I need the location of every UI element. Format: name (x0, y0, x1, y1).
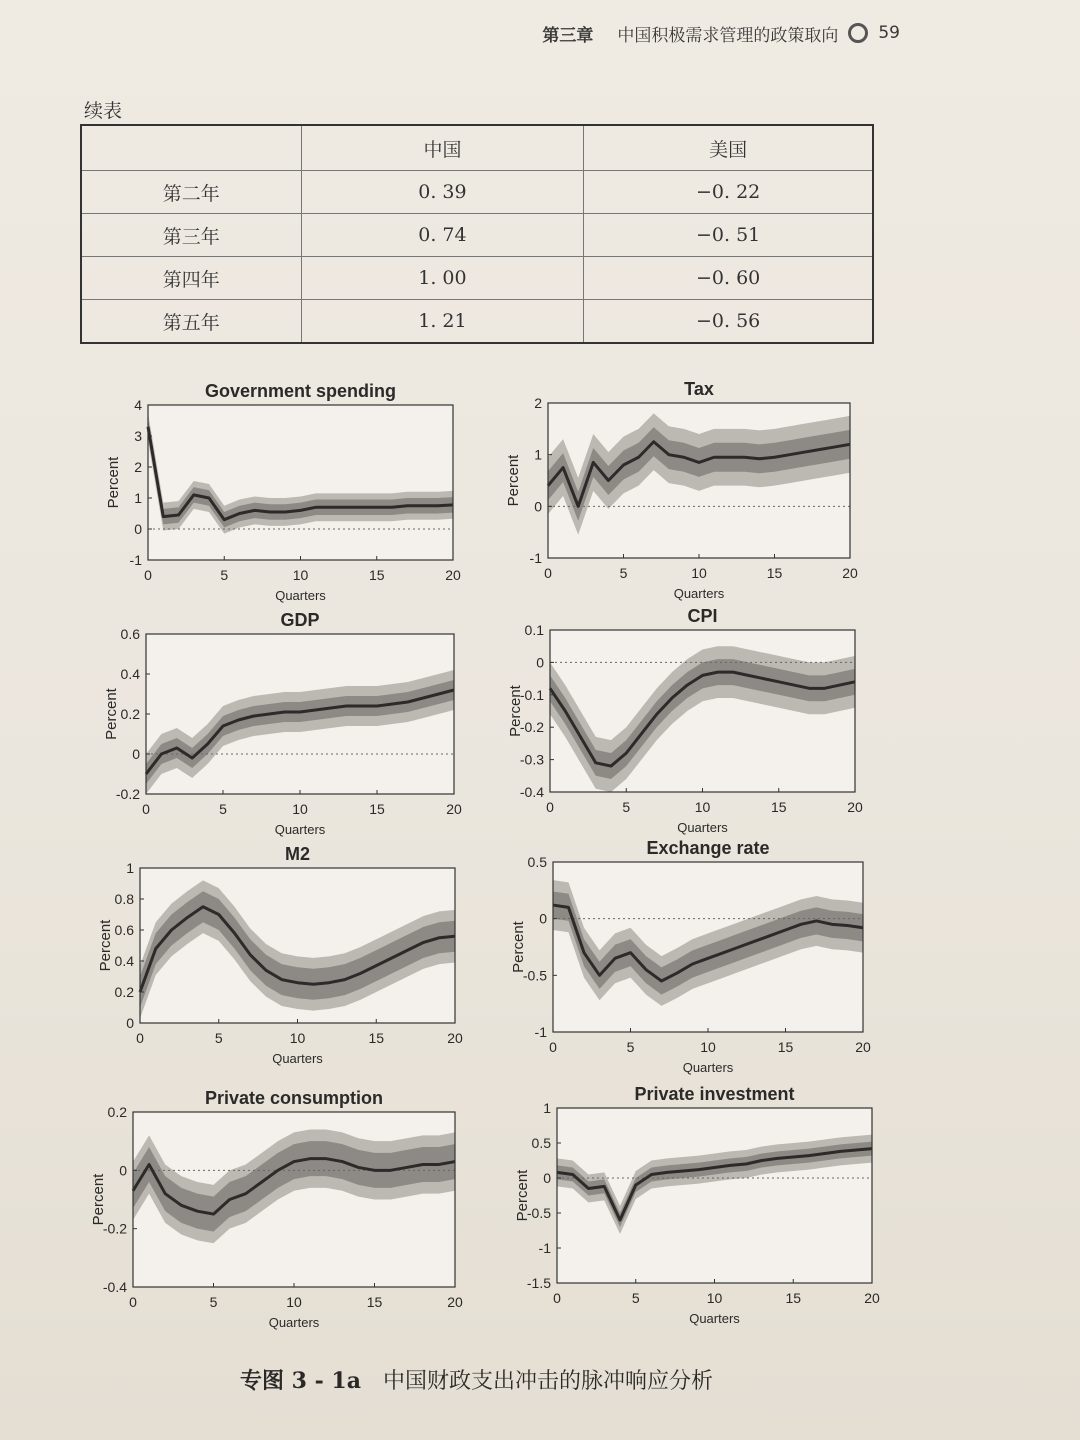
x-axis-label: Quarters (689, 1311, 740, 1326)
y-tick-label: 0 (536, 654, 544, 671)
table-continued-label: 续表 (84, 100, 123, 122)
y-tick-label: 0 (119, 1162, 127, 1179)
x-tick-label: 20 (842, 565, 858, 581)
table-cell: −0. 56 (584, 300, 873, 344)
y-tick-label: 0.6 (114, 922, 134, 938)
y-tick-label: 2 (534, 395, 542, 411)
chart-panel (510, 838, 871, 1075)
x-tick-label: 0 (144, 567, 152, 583)
x-axis-label: Quarters (275, 588, 326, 603)
figure-caption (240, 1364, 713, 1395)
table-cell: 0. 74 (301, 214, 584, 257)
table-row-label: 第二年 (81, 171, 301, 214)
table-row-label: 第五年 (81, 300, 301, 344)
y-tick-label: 0.5 (527, 854, 547, 870)
x-tick-label: 5 (626, 1039, 635, 1055)
x-tick-label: 20 (446, 801, 462, 817)
y-tick-label: -1 (534, 1024, 547, 1040)
x-tick-label: 0 (129, 1294, 137, 1310)
y-axis-label: Percent (105, 456, 122, 509)
y-tick-label: 3 (134, 428, 142, 444)
chart-panel (505, 379, 858, 601)
y-tick-label: -1 (129, 552, 142, 568)
x-axis-label: Quarters (682, 1060, 734, 1075)
x-tick-label: 20 (855, 1039, 871, 1055)
x-tick-label: 0 (544, 565, 552, 581)
y-tick-label: -0.2 (115, 786, 140, 802)
x-tick-label: 15 (770, 799, 787, 815)
x-tick-label: 5 (209, 1294, 218, 1310)
x-tick-label: 20 (445, 567, 461, 583)
x-tick-label: 10 (700, 1039, 716, 1055)
y-tick-label: 1 (543, 1100, 551, 1116)
chart-title: M2 (284, 844, 311, 864)
y-tick-label: -0.4 (102, 1279, 127, 1295)
y-axis-label: Percent (514, 1169, 531, 1222)
y-tick-label: -1.5 (526, 1275, 551, 1291)
y-tick-label: 0.2 (120, 706, 140, 722)
x-axis-label: Quarters (268, 1315, 320, 1330)
chapter-label: 第三章 (542, 25, 594, 46)
y-tick-label: 0 (126, 1015, 134, 1031)
y-axis-label: Percent (90, 1173, 107, 1226)
x-axis-label: Quarters (274, 822, 326, 837)
y-tick-label: 0 (539, 910, 547, 927)
x-tick-label: 20 (864, 1290, 880, 1306)
y-tick-label: 0.4 (120, 666, 140, 682)
chart-panel (97, 844, 463, 1066)
x-axis-label: Quarters (272, 1051, 323, 1066)
chapter-title: 中国积极需求管理的政策取向 (617, 25, 839, 46)
y-tick-label: 1 (134, 490, 142, 506)
y-tick-label: 0 (534, 498, 542, 515)
y-tick-label: 4 (134, 397, 142, 413)
y-tick-label: 0.1 (524, 622, 544, 638)
y-axis-label: Percent (505, 454, 522, 507)
table-cell: 1. 21 (301, 300, 584, 344)
y-axis-label: Percent (97, 919, 114, 972)
chart-title: Private investment (634, 1084, 795, 1104)
x-tick-label: 10 (691, 565, 707, 581)
y-axis-label: Percent (507, 685, 524, 737)
x-tick-label: 0 (546, 799, 554, 815)
x-tick-label: 5 (219, 801, 227, 817)
y-tick-label: 0.6 (120, 626, 140, 642)
x-tick-label: 20 (447, 1294, 463, 1310)
y-axis-label: Percent (103, 688, 120, 740)
table-cell: −0. 60 (584, 257, 873, 300)
x-tick-label: 0 (549, 1039, 557, 1055)
y-tick-label: 0.8 (114, 891, 134, 907)
x-tick-label: 10 (286, 1294, 302, 1310)
y-tick-label: 1 (534, 446, 542, 463)
page-number: 59 (878, 23, 900, 43)
chart-title: Private consumption (204, 1088, 384, 1108)
y-tick-label: -0.5 (522, 967, 547, 984)
table-header-cell: 中国 (301, 125, 584, 171)
chart-title: Tax (684, 379, 714, 399)
y-axis-label: Percent (510, 921, 527, 973)
y-tick-label: -0.1 (519, 686, 544, 703)
y-tick-label: -1 (538, 1240, 551, 1256)
x-tick-label: 20 (847, 799, 863, 815)
y-tick-label: -0.2 (102, 1220, 127, 1237)
chart-title: CPI (687, 606, 718, 626)
x-tick-label: 10 (292, 801, 308, 817)
table-header-cell: 美国 (584, 125, 873, 171)
y-tick-label: 2 (134, 459, 142, 475)
x-tick-label: 15 (368, 1030, 385, 1046)
x-tick-label: 10 (694, 799, 711, 815)
x-tick-label: 10 (289, 1030, 306, 1046)
x-tick-label: 0 (142, 801, 150, 817)
y-tick-label: 0 (132, 746, 140, 762)
x-tick-label: 5 (220, 567, 229, 583)
x-tick-label: 10 (706, 1290, 723, 1306)
chart-title: Exchange rate (646, 838, 770, 858)
x-tick-label: 15 (766, 565, 783, 581)
x-tick-label: 5 (622, 799, 631, 815)
x-tick-label: 15 (369, 801, 385, 817)
chart-panel (507, 606, 863, 835)
x-tick-label: 15 (777, 1039, 794, 1055)
x-tick-label: 15 (368, 567, 385, 583)
y-tick-label: 0.2 (114, 984, 134, 1000)
x-axis-label: Quarters (677, 820, 728, 835)
y-tick-label: -1 (529, 550, 542, 566)
x-tick-label: 10 (292, 567, 309, 583)
table-cell: 1. 00 (301, 257, 584, 300)
chart-title: GDP (280, 610, 320, 630)
y-tick-label: -0.2 (519, 719, 544, 736)
y-tick-label: 0 (543, 1170, 551, 1186)
chart-title: Government spending (204, 381, 397, 401)
y-tick-label: 0.5 (531, 1135, 551, 1151)
table-cell: −0. 51 (584, 214, 873, 257)
chart-panel (90, 1088, 463, 1330)
chart-panel (514, 1084, 880, 1326)
x-tick-label: 20 (447, 1030, 463, 1046)
y-tick-label: -0.5 (526, 1205, 551, 1221)
y-tick-label: 0 (134, 521, 142, 537)
y-tick-label: 1 (126, 860, 134, 876)
y-tick-label: -0.4 (519, 784, 544, 800)
chart-panel (105, 381, 461, 603)
chart-panel (103, 610, 462, 837)
table-cell: −0. 22 (584, 171, 873, 214)
x-tick-label: 5 (631, 1290, 640, 1306)
y-tick-label: 0.2 (107, 1104, 127, 1120)
x-tick-label: 5 (214, 1030, 223, 1046)
table-cell: 0. 39 (301, 171, 584, 214)
x-tick-label: 0 (553, 1290, 561, 1306)
figure-caption-text: 中国财政支出冲击的脉冲响应分析 (382, 1369, 713, 1394)
y-tick-label: -0.3 (519, 751, 544, 768)
x-tick-label: 5 (619, 565, 628, 581)
x-tick-label: 15 (366, 1294, 383, 1310)
x-tick-label: 15 (785, 1290, 802, 1306)
x-axis-label: Quarters (673, 586, 725, 601)
y-tick-label: 0.4 (114, 953, 134, 969)
table-row-label: 第四年 (81, 257, 301, 300)
figure-number: 专图 3 - 1a (240, 1368, 361, 1394)
table-row-label: 第三年 (81, 214, 301, 257)
x-tick-label: 0 (136, 1030, 144, 1046)
